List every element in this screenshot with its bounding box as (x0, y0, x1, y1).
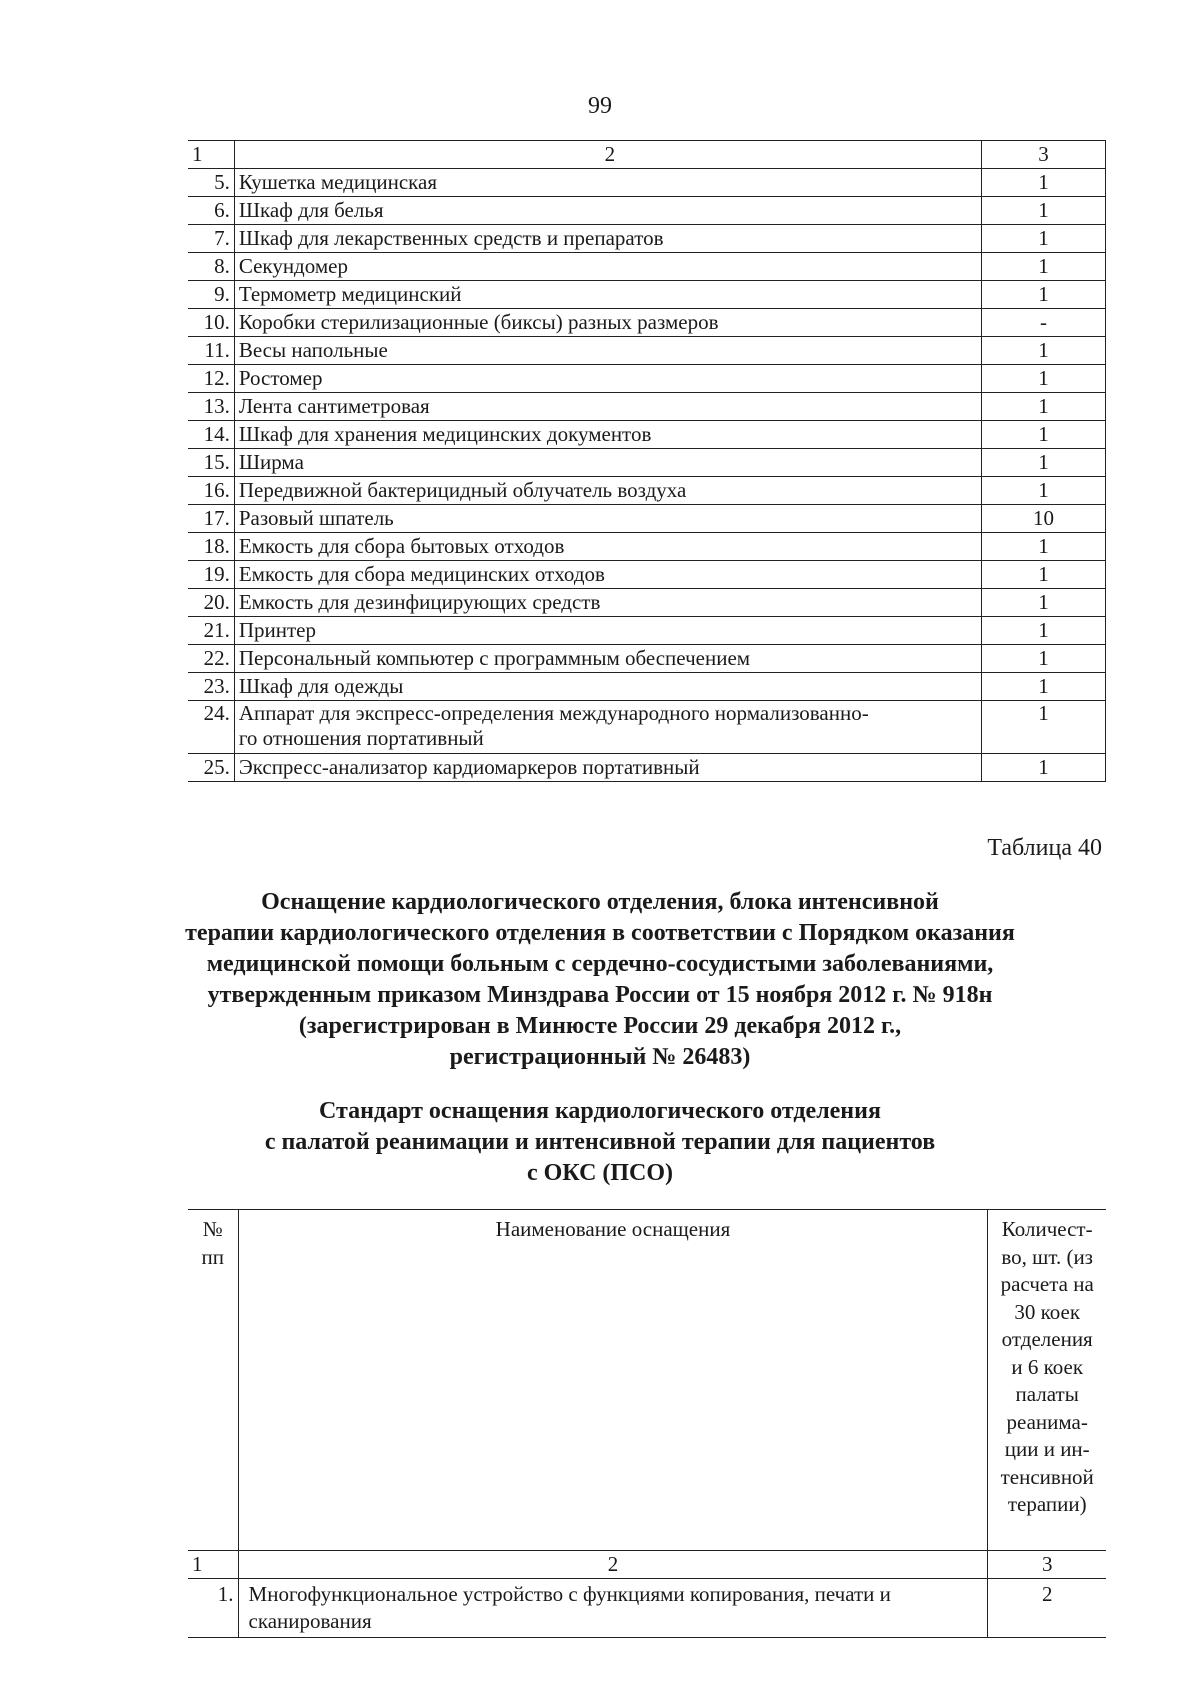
row-name: Передвижной бактерицидный облучатель воздуха (234, 477, 981, 505)
table-row (188, 645, 1106, 673)
column-number: 2 (234, 141, 981, 169)
heading-line: медицинской помощи больным с сердечно-сосудистыми заболеваниями, (206, 951, 994, 977)
row-number: 10. (188, 309, 234, 337)
header-line: Количест- (1001, 1217, 1093, 1241)
row-name: Термометр медицинский (234, 281, 981, 309)
row-name: Секундомер (234, 253, 981, 281)
header-line: № (202, 1217, 223, 1241)
table-row (188, 197, 1106, 225)
table-row (188, 253, 1106, 281)
heading-line: Стандарт оснащения кардиологического отделения (319, 1098, 881, 1124)
row-name: Ростомер (234, 365, 981, 393)
heading-line: терапии кардиологического отделения в соответствии с Порядком оказания (185, 920, 1015, 946)
row-name: Коробки стерилизационные (биксы) разных размеров (234, 309, 981, 337)
row-quantity: 1 (982, 754, 1106, 782)
header-line: терапии) (1007, 1492, 1087, 1516)
row-quantity: 1 (982, 617, 1106, 645)
table-row (188, 449, 1106, 477)
row-number: 12. (188, 365, 234, 393)
header-line: ции и ин- (1004, 1437, 1090, 1461)
table-row (188, 533, 1106, 561)
header-line: 30 коек (1014, 1299, 1081, 1324)
row-quantity: 1 (982, 701, 1106, 754)
row-quantity: 1 (982, 561, 1106, 589)
row-number: 16. (188, 477, 234, 505)
header-line: пп (201, 1244, 224, 1269)
row-name: Шкаф для белья (234, 197, 981, 225)
row-number: 18. (188, 533, 234, 561)
row-name: Кушетка медицинская (234, 169, 981, 197)
row-number: 25. (188, 754, 234, 782)
row-name: Емкость для сбора медицинских отходов (234, 561, 981, 589)
row-number: 7. (188, 225, 234, 253)
table-row (188, 505, 1106, 533)
row-quantity: 2 (988, 1579, 1106, 1638)
row-number: 14. (188, 421, 234, 449)
heading-line: утвержденным приказом Минздрава России от 15 ноября 2012 г. № 918н (207, 982, 993, 1008)
standard-heading (150, 1096, 1050, 1189)
column-number: 1 (188, 1551, 238, 1579)
row-name: Емкость для сбора бытовых отходов (234, 533, 981, 561)
row-name: Аппарат для экспресс-определения международного нормализованно- го отношения портативный (234, 701, 981, 754)
row-number: 8. (188, 253, 234, 281)
row-name: Шкаф для одежды (234, 673, 981, 701)
row-number: 23. (188, 673, 234, 701)
row-quantity: 1 (982, 393, 1106, 421)
header-name-cell: Наименование оснащения (238, 1210, 988, 1551)
row-quantity: 1 (982, 421, 1106, 449)
column-number: 3 (982, 141, 1106, 169)
row-name: Экспресс-анализатор кардиомаркеров портативный (234, 754, 981, 782)
column-number: 3 (988, 1551, 1106, 1579)
row-number: 15. (188, 449, 234, 477)
row-number: 6. (188, 197, 234, 225)
heading-line: (зарегистрирован в Минюсте России 29 декабря 2012 г., (298, 1013, 902, 1039)
table-row (188, 337, 1106, 365)
heading-line: Оснащение кардиологического отделения, блока интенсивной (261, 889, 939, 915)
table-row (188, 281, 1106, 309)
row-number: 24. (188, 701, 234, 754)
row-name: Персональный компьютер с программным обеспечением (234, 645, 981, 673)
heading-line: регистрационный № 26483) (449, 1044, 751, 1070)
row-number: 20. (188, 589, 234, 617)
header-line: во, шт. (из (1001, 1244, 1093, 1269)
equipment-table-continued (188, 140, 1106, 782)
row-name: Разовый шпатель (234, 505, 981, 533)
header-quantity-cell (988, 1210, 1106, 1551)
table-row (188, 365, 1106, 393)
header-line: расчета на (1000, 1272, 1094, 1296)
row-quantity: 1 (982, 477, 1106, 505)
row-number: 19. (188, 561, 234, 589)
table-row (188, 589, 1106, 617)
row-name: Ширма (234, 449, 981, 477)
table-row (188, 561, 1106, 589)
table-row (188, 701, 1106, 754)
row-quantity: 10 (982, 505, 1106, 533)
row-number: 9. (188, 281, 234, 309)
header-line: и 6 коек (1011, 1354, 1084, 1379)
row-name: Лента сантиметровая (234, 393, 981, 421)
column-number: 1 (188, 141, 234, 169)
header-line: отделения (1001, 1327, 1093, 1351)
table-row (188, 617, 1106, 645)
row-number: 13. (188, 393, 234, 421)
row-quantity: 1 (982, 365, 1106, 393)
row-name: Весы напольные (234, 337, 981, 365)
header-line: тенсивной (1000, 1464, 1094, 1489)
column-number-row (188, 1551, 1106, 1579)
table-row (188, 1579, 1106, 1638)
row-quantity: 1 (982, 281, 1106, 309)
table-row (188, 754, 1106, 782)
row-quantity: - (982, 309, 1106, 337)
table-row (188, 225, 1106, 253)
page-number: 99 (588, 93, 612, 119)
section-heading (150, 887, 1050, 1073)
row-number: 22. (188, 645, 234, 673)
table-row (188, 393, 1106, 421)
row-number: 1. (188, 1579, 238, 1638)
row-quantity: 1 (982, 589, 1106, 617)
row-name: Принтер (234, 617, 981, 645)
column-number: 2 (238, 1551, 988, 1579)
table-row (188, 673, 1106, 701)
row-number: 5. (188, 169, 234, 197)
row-name: Шкаф для хранения медицинских документов (234, 421, 981, 449)
row-quantity: 1 (982, 253, 1106, 281)
row-quantity: 1 (982, 197, 1106, 225)
row-quantity: 1 (982, 673, 1106, 701)
header-line: реанима- (1006, 1409, 1088, 1434)
table-row (188, 309, 1106, 337)
row-quantity: 1 (982, 169, 1106, 197)
row-quantity: 1 (982, 533, 1106, 561)
column-number-row (188, 141, 1106, 169)
table-number: Таблица 40 (987, 835, 1102, 861)
row-quantity: 1 (982, 225, 1106, 253)
row-quantity: 1 (982, 449, 1106, 477)
table-row (188, 421, 1106, 449)
table-row (188, 169, 1106, 197)
header-line: палаты (1015, 1382, 1079, 1406)
row-number: 17. (188, 505, 234, 533)
table-header-row (188, 1210, 1106, 1551)
heading-line: с палатой реанимации и интенсивной терапии для пациентов (264, 1129, 936, 1155)
row-number: 21. (188, 617, 234, 645)
row-quantity: 1 (982, 337, 1106, 365)
table-row (188, 477, 1106, 505)
heading-line: с ОКС (ПСО) (526, 1160, 674, 1186)
row-name: Многофункциональное устройство с функциями копирования, печати и сканирования (238, 1579, 988, 1638)
row-quantity: 1 (982, 645, 1106, 673)
row-name: Емкость для дезинфицирующих средств (234, 589, 981, 617)
row-name: Шкаф для лекарственных средств и препаратов (234, 225, 981, 253)
row-number: 11. (188, 337, 234, 365)
header-number-cell (188, 1210, 238, 1551)
equipment-standard-table (188, 1209, 1106, 1638)
